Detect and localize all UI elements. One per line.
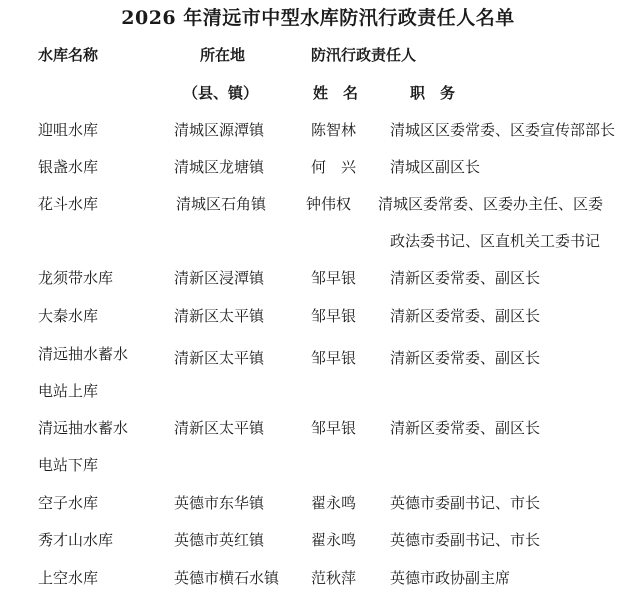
header-location-subtitle: （县、镇） (183, 84, 259, 102)
table-row-1-person: 陈智林 (311, 121, 357, 139)
table-row-7-reservoir-line2: 电站下库 (38, 456, 99, 474)
table-row-6-location: 清新区太平镇 (174, 349, 265, 367)
table-row-10-position: 英德市政协副主席 (390, 569, 511, 587)
table-row-3-position-line2: 政法委书记、区直机关工委书记 (390, 232, 601, 250)
table-row-5-person: 邹早银 (311, 307, 357, 325)
table-row-3-reservoir: 花斗水库 (38, 195, 99, 213)
table-row-8-location: 英德市东华镇 (174, 494, 265, 512)
table-row-6-position: 清新区委常委、副区长 (390, 349, 541, 367)
table-row-7-position: 清新区委常委、副区长 (390, 419, 541, 437)
table-row-6-person: 邹早银 (311, 349, 357, 367)
table-row-4-location: 清新区浸潭镇 (174, 269, 265, 287)
table-row-4-reservoir: 龙须带水库 (38, 269, 114, 287)
document-title: 2026 年清远市中型水库防汛行政责任人名单 (121, 7, 515, 29)
table-row-5-reservoir: 大秦水库 (38, 307, 99, 325)
table-row-8-reservoir: 空子水库 (38, 494, 99, 512)
table-row-5-position: 清新区委常委、副区长 (390, 307, 541, 325)
header-flood-control-responsible: 防汛行政责任人 (311, 46, 417, 64)
table-row-7-location: 清新区太平镇 (174, 419, 265, 437)
table-row-9-reservoir: 秀才山水库 (38, 531, 114, 549)
table-row-3-person: 钟伟权 (306, 195, 352, 213)
header-position: 职 务 (410, 84, 456, 102)
table-row-6-reservoir-line2: 电站上库 (38, 382, 99, 400)
table-row-10-person: 范秋萍 (311, 569, 357, 587)
table-row-2-position: 清城区副区长 (390, 158, 481, 176)
table-row-7-person: 邹早银 (311, 419, 357, 437)
header-reservoir-name: 水库名称 (38, 46, 99, 64)
table-row-9-location: 英德市英红镇 (174, 531, 265, 549)
table-row-2-reservoir: 银盏水库 (38, 158, 99, 176)
header-person-name: 姓 名 (313, 84, 359, 102)
table-row-4-position: 清新区委常委、副区长 (390, 269, 541, 287)
table-row-1-location: 清城区源潭镇 (174, 121, 265, 139)
table-row-3-location: 清城区石角镇 (176, 195, 267, 213)
table-row-10-location: 英德市横石水镇 (174, 569, 280, 587)
table-row-5-location: 清新区太平镇 (174, 307, 265, 325)
table-row-9-position: 英德市委副书记、市长 (390, 531, 541, 549)
table-row-6-reservoir-line1: 清远抽水蓄水 (38, 345, 129, 363)
table-row-8-person: 翟永鸣 (311, 494, 357, 512)
table-row-8-position: 英德市委副书记、市长 (390, 494, 541, 512)
table-row-10-reservoir: 上空水库 (38, 569, 99, 587)
table-row-3-position-line1: 清城区委常委、区委办主任、区委 (378, 195, 604, 213)
table-row-1-position: 清城区区委常委、区委宣传部部长 (390, 121, 616, 139)
table-row-1-reservoir: 迎咀水库 (38, 121, 99, 139)
table-row-2-location: 清城区龙塘镇 (174, 158, 265, 176)
header-location: 所在地 (200, 46, 246, 64)
table-row-2-person: 何 兴 (311, 158, 357, 176)
table-row-7-reservoir-line1: 清远抽水蓄水 (38, 419, 129, 437)
table-row-4-person: 邹早银 (311, 269, 357, 287)
table-row-9-person: 翟永鸣 (311, 531, 357, 549)
